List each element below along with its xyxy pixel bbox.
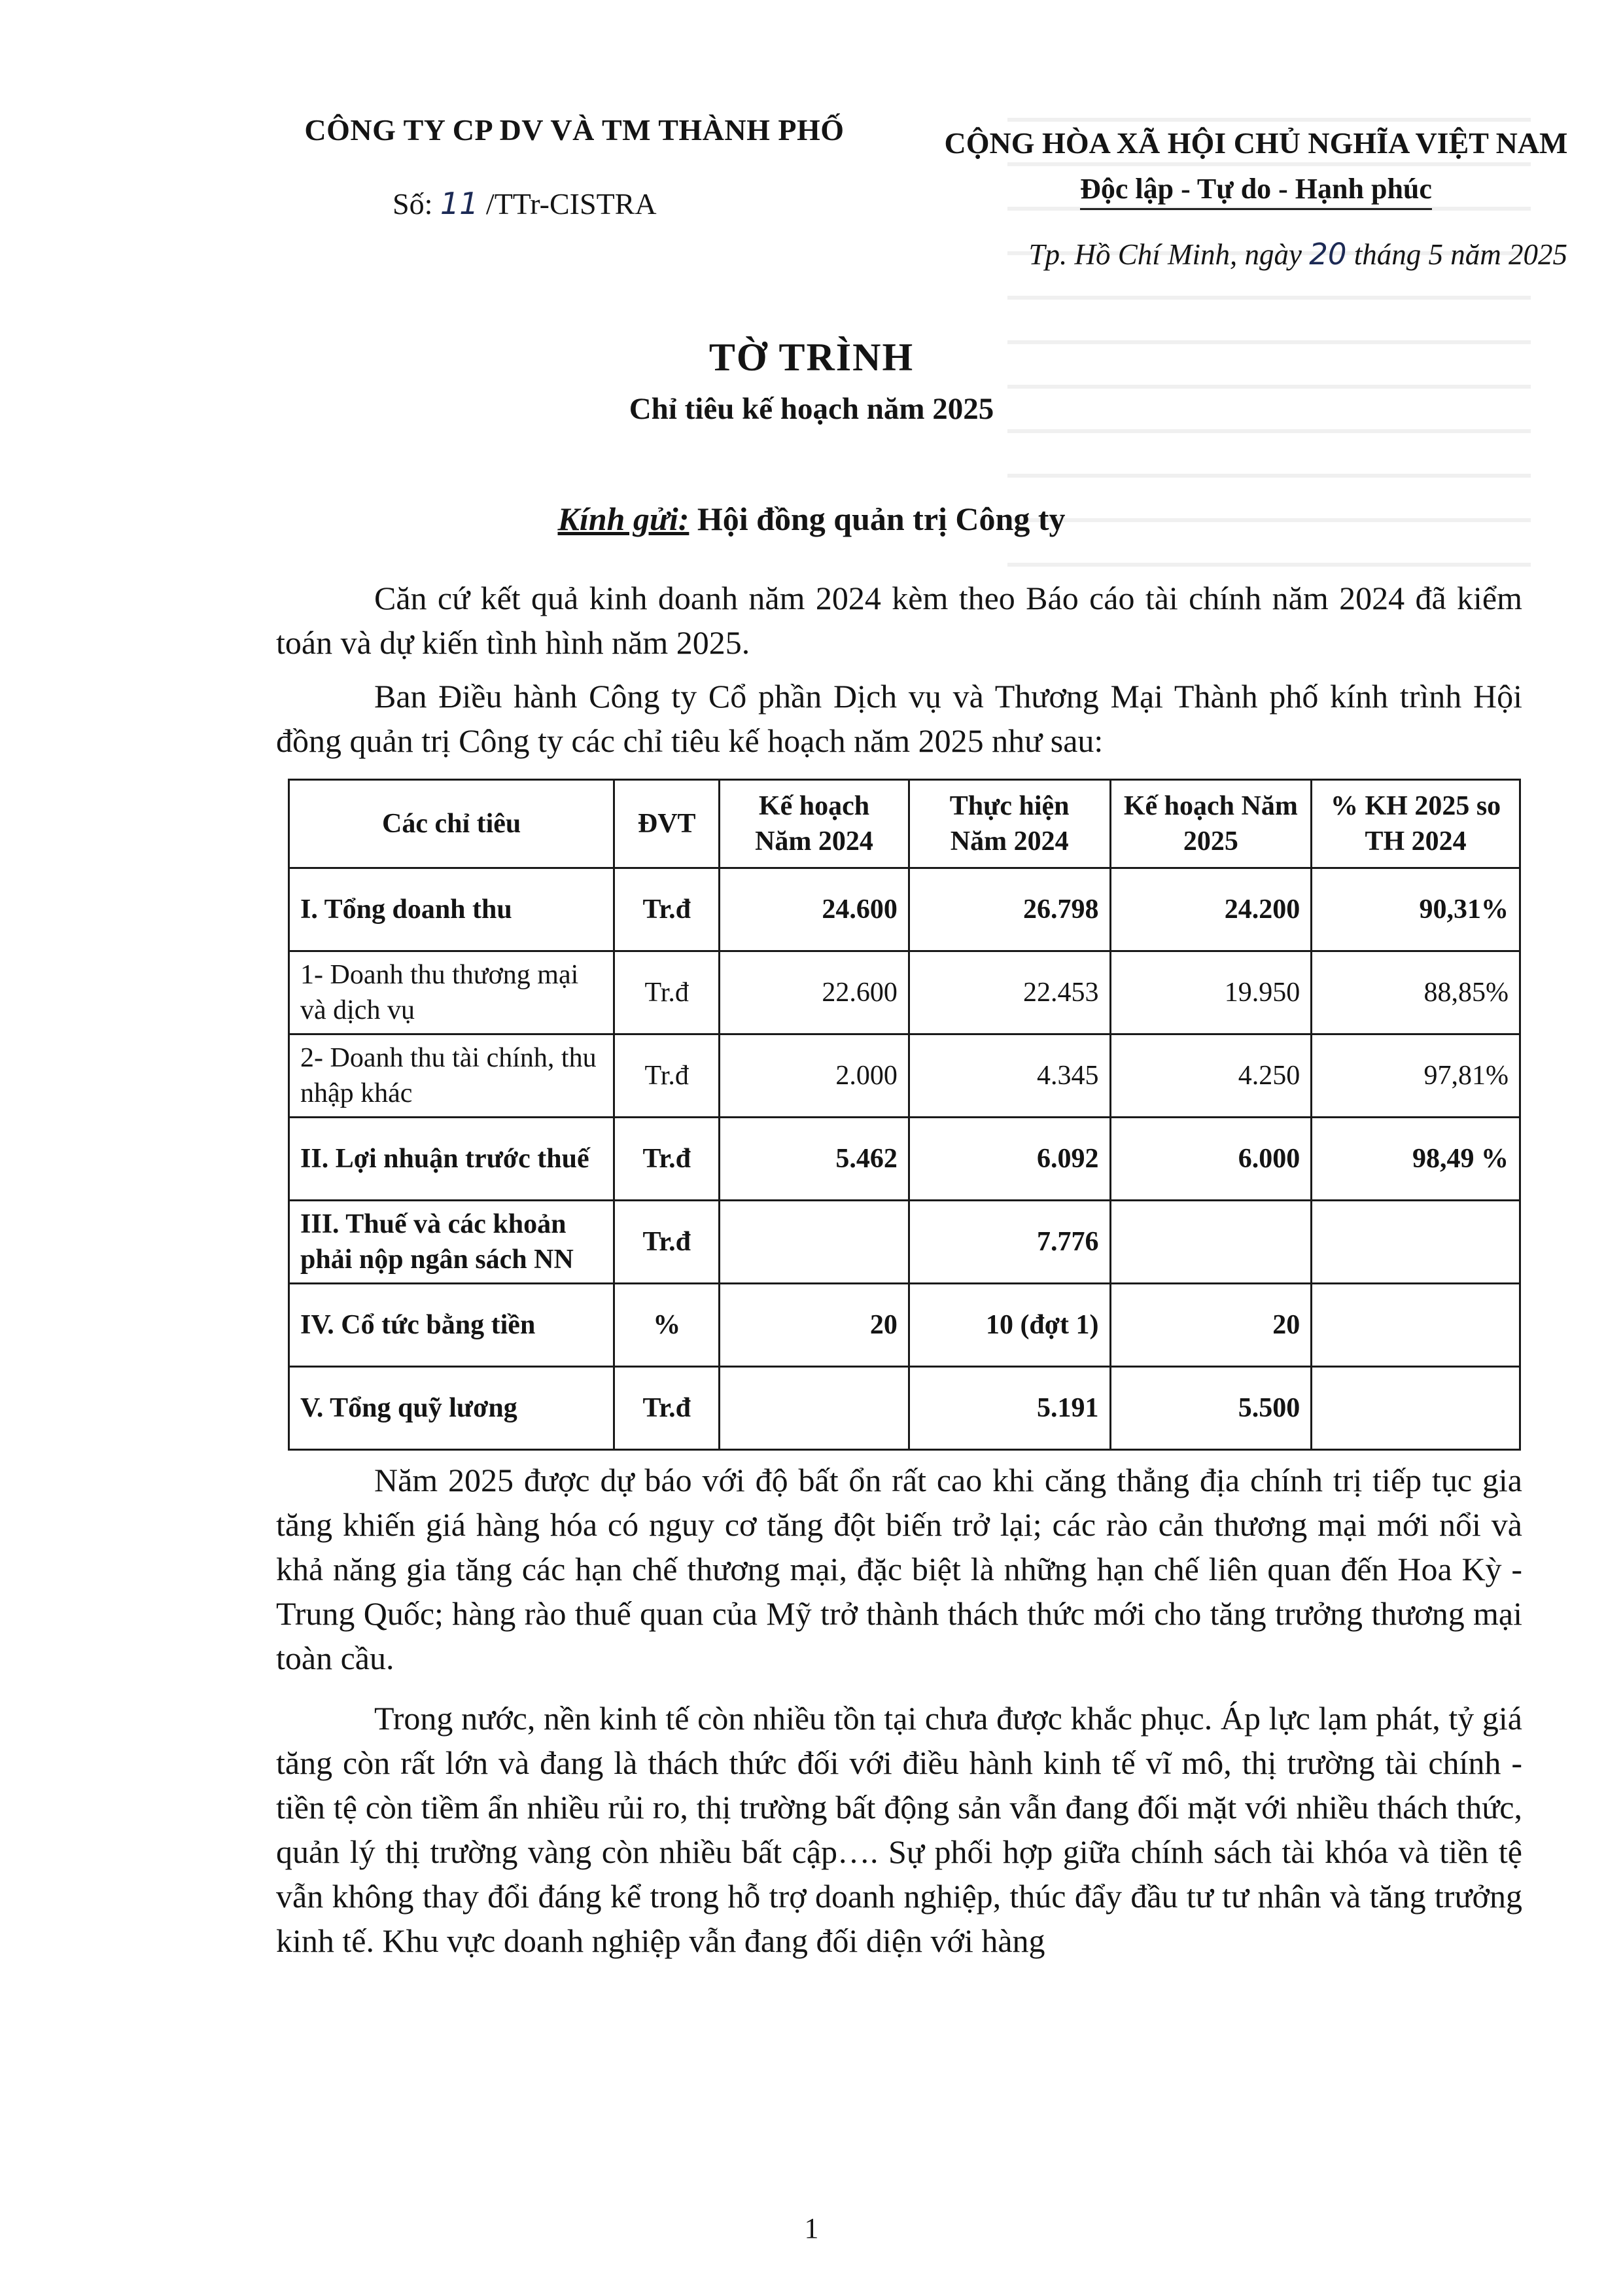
document-number — [393, 186, 657, 221]
table-row — [289, 1201, 1520, 1284]
document-subtitle: Chỉ tiêu kế hoạch năm 2025 — [629, 392, 994, 426]
criteria-cell: 1- Doanh thu thương mại và dịch vụ — [289, 951, 614, 1034]
plan-2024-cell: 5.462 — [720, 1118, 909, 1201]
national-header — [942, 126, 1570, 210]
plan-2025-cell: 4.250 — [1110, 1034, 1312, 1118]
actual-2024-cell: 7.776 — [909, 1201, 1110, 1284]
paragraph-world-outlook: Năm 2025 được dự báo với độ bất ổn rất cao khi căng thẳng địa chính trị tiếp tục gia tăng khiến giá hàng hóa có nguy cơ tăng đột biến trở lại; các rào cản thương mại mới nổi và khả năng gia tăng các hạn chế thương mại, đặc biệt là những hạn chế liên quan đến Hoa Kỳ - Trung Quốc; hàng rào thuế quan của Mỹ trở thành thách thức mới cho tăng trưởng thương mại toàn cầu. — [276, 1462, 1522, 1676]
table-row — [289, 1367, 1520, 1450]
unit-cell: % — [614, 1284, 720, 1367]
plan-2024-cell: 24.600 — [720, 868, 909, 951]
col-header-unit: ĐVT — [614, 780, 720, 868]
criteria-cell: 2- Doanh thu tài chính, thu nhập khác — [289, 1034, 614, 1118]
plan-2024-cell: 22.600 — [720, 951, 909, 1034]
plan-2025-cell: 6.000 — [1110, 1118, 1312, 1201]
col-header-plan-2025: Kế hoạch Năm 2025 — [1110, 780, 1312, 868]
recipient-label: Kính gửi: — [557, 501, 689, 537]
date-day: 20 — [1309, 237, 1347, 272]
unit-cell: Tr.đ — [614, 1201, 720, 1284]
number-label: Số: — [393, 187, 433, 221]
percent-cell: 90,31% — [1312, 868, 1520, 951]
percent-cell — [1312, 1367, 1520, 1450]
col-header-criteria: Các chỉ tiêu — [289, 780, 614, 868]
paragraph-domestic-outlook: Trong nước, nền kinh tế còn nhiều tồn tại chưa được khắc phục. Áp lực lạm phát, tỷ giá tăng còn rất lớn và đang là thách thức đối với điều hành kinh tế vĩ mô, thị trường tài chính - tiền tệ còn tiềm ẩn nhiều rủi ro, thị trường bất động sản vẫn đang đối mặt với nhiều thách thức, quản lý thị trường vàng còn nhiều bất cập…. Sự phối hợp giữa chính sách tài khóa và tiền tệ vẫn không thay đổi đáng kể trong hỗ trợ doanh nghiệp, thúc đẩy đầu tư tư nhân và tăng trưởng kinh tế. Khu vực doanh nghiệp vẫn đang đối diện với hàng — [276, 1700, 1522, 1959]
company-header — [280, 113, 869, 147]
unit-cell: Tr.đ — [614, 1367, 720, 1450]
company-name: CÔNG TY CP DV VÀ TM THÀNH PHỐ — [304, 113, 845, 147]
actual-2024-cell: 6.092 — [909, 1118, 1110, 1201]
table-row — [289, 1034, 1520, 1118]
number-handwritten: 11 — [440, 186, 479, 221]
col-header-percent: % KH 2025 so TH 2024 — [1312, 780, 1520, 868]
unit-cell: Tr.đ — [614, 951, 720, 1034]
actual-2024-cell: 26.798 — [909, 868, 1110, 951]
criteria-cell: IV. Cổ tức bằng tiền — [289, 1284, 614, 1367]
plan-2024-cell: 2.000 — [720, 1034, 909, 1118]
plan-2025-cell: 24.200 — [1110, 868, 1312, 951]
date-suffix: tháng 5 năm 2025 — [1353, 238, 1567, 271]
page-number: 1 — [804, 2212, 819, 2244]
percent-cell: 88,85% — [1312, 951, 1520, 1034]
plan-2025-cell: 5.500 — [1110, 1367, 1312, 1450]
recipient-line — [0, 500, 1623, 538]
actual-2024-cell: 4.345 — [909, 1034, 1110, 1118]
criteria-cell: V. Tổng quỹ lương — [289, 1367, 614, 1450]
col-header-actual-2024: Thực hiện Năm 2024 — [909, 780, 1110, 868]
table-row — [289, 951, 1520, 1034]
plan-2024-cell: 20 — [720, 1284, 909, 1367]
paragraph-basis: Căn cứ kết quả kinh doanh năm 2024 kèm theo Báo cáo tài chính năm 2024 đã kiểm toán và dự kiến tình hình năm 2025. — [276, 580, 1522, 661]
nation-name: CỘNG HÒA XÃ HỘI CHỦ NGHĨA VIỆT NAM — [944, 126, 1568, 160]
percent-cell: 98,49 % — [1312, 1118, 1520, 1201]
table-row — [289, 1284, 1520, 1367]
col-header-plan-2024: Kế hoạch Năm 2024 — [720, 780, 909, 868]
unit-cell: Tr.đ — [614, 1034, 720, 1118]
plan-2025-cell — [1110, 1201, 1312, 1284]
percent-cell — [1312, 1284, 1520, 1367]
number-suffix: /TTr-CISTRA — [485, 187, 657, 221]
recipient-value: Hội đồng quản trị Công ty — [697, 501, 1066, 537]
criteria-cell: II. Lợi nhuận trước thuế — [289, 1118, 614, 1201]
paragraph-intro: Ban Điều hành Công ty Cổ phần Dịch vụ và Thương Mại Thành phố kính trình Hội đồng quản trị Công ty các chỉ tiêu kế hoạch năm 2025 như sau: — [276, 678, 1522, 759]
actual-2024-cell: 10 (đợt 1) — [909, 1284, 1110, 1367]
date-line — [1028, 237, 1567, 272]
percent-cell: 97,81% — [1312, 1034, 1520, 1118]
table-header-row — [289, 780, 1520, 868]
plan-2025-cell: 19.950 — [1110, 951, 1312, 1034]
table-row — [289, 868, 1520, 951]
national-motto: Độc lập - Tự do - Hạnh phúc — [1080, 172, 1432, 210]
unit-cell: Tr.đ — [614, 1118, 720, 1201]
actual-2024-cell: 5.191 — [909, 1367, 1110, 1450]
table-row — [289, 1118, 1520, 1201]
actual-2024-cell: 22.453 — [909, 951, 1110, 1034]
percent-cell — [1312, 1201, 1520, 1284]
plan-2024-cell — [720, 1201, 909, 1284]
document-title: TỜ TRÌNH — [708, 336, 915, 379]
plan-table — [288, 779, 1521, 1451]
criteria-cell: I. Tổng doanh thu — [289, 868, 614, 951]
plan-2025-cell: 20 — [1110, 1284, 1312, 1367]
criteria-cell: III. Thuế và các khoản phải nộp ngân sách NN — [289, 1201, 614, 1284]
plan-2024-cell — [720, 1367, 909, 1450]
unit-cell: Tr.đ — [614, 868, 720, 951]
date-prefix: Tp. Hồ Chí Minh, ngày — [1028, 238, 1302, 271]
